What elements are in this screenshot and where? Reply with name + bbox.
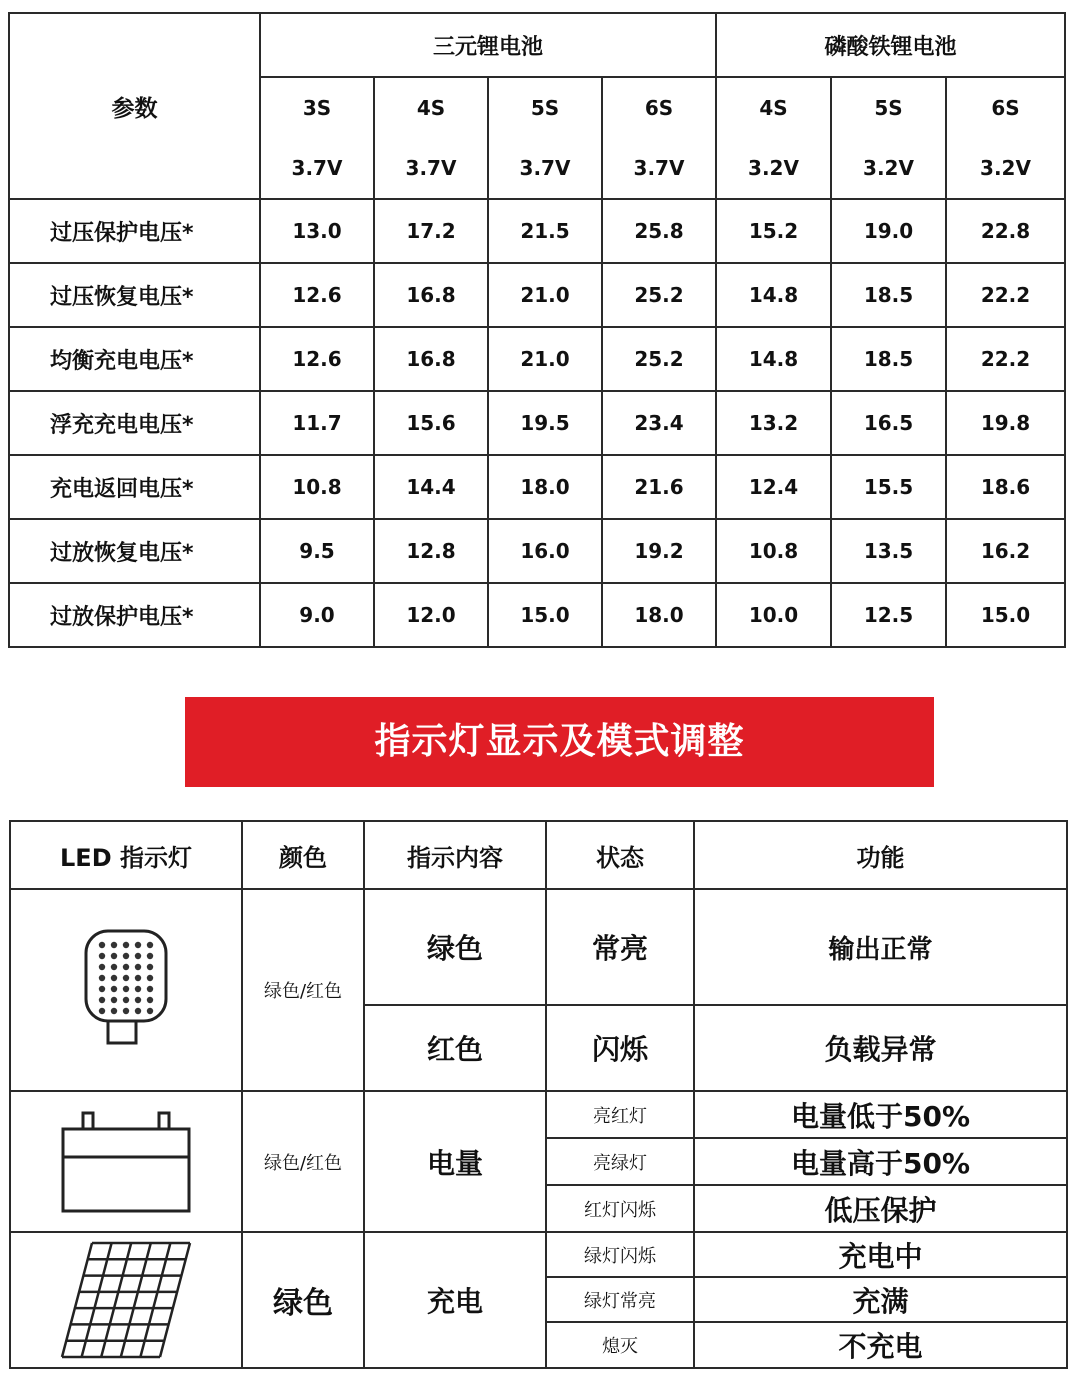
col-header: [716, 77, 831, 199]
param-value-cell: 14.8: [716, 327, 831, 391]
section-banner: 指示灯显示及模式调整: [185, 697, 934, 787]
param-value-cell: 16.0: [488, 519, 602, 583]
param-value-cell: 18.0: [602, 583, 716, 647]
param-value-cell: 15.0: [946, 583, 1065, 647]
param-value-cell: 12.0: [374, 583, 488, 647]
col-header: [260, 77, 374, 199]
solar-color: 绿色: [242, 1232, 364, 1368]
param-value-cell: 17.2: [374, 199, 488, 263]
cell-voltage: 3.2V: [748, 156, 799, 180]
col-header: [946, 77, 1065, 199]
param-value-cell: 16.5: [831, 391, 946, 455]
load-content-red: 红色: [364, 1005, 546, 1091]
battery-icon: [59, 1109, 193, 1215]
header-function: 功能: [694, 821, 1067, 889]
param-row: [9, 455, 1065, 519]
street-lamp-icon: [78, 925, 174, 1055]
col-header: [831, 77, 946, 199]
param-value-cell: 18.6: [946, 455, 1065, 519]
battery-state-red: 亮红灯: [546, 1091, 694, 1138]
cell-voltage: 3.7V: [291, 156, 343, 180]
group-header-ternary-lithium: 三元锂电池: [260, 13, 716, 77]
param-row: [9, 327, 1065, 391]
param-value-cell: 21.6: [602, 455, 716, 519]
param-value-cell: 15.6: [374, 391, 488, 455]
solar-icon-cell: [10, 1232, 242, 1368]
param-rows: [9, 199, 1065, 647]
cell-voltage: 3.2V: [863, 156, 914, 180]
param-row: [9, 263, 1065, 327]
voltage-parameter-table: [8, 12, 1066, 648]
load-icon-cell: [10, 889, 242, 1091]
param-value-cell: 13.2: [716, 391, 831, 455]
col-header: [488, 77, 602, 199]
battery-color: 绿色/红色: [242, 1091, 364, 1232]
param-value-cell: 22.8: [946, 199, 1065, 263]
solar-function-full: 充满: [694, 1277, 1067, 1322]
solar-state-flash: 绿灯闪烁: [546, 1232, 694, 1277]
battery-state-green: 亮绿灯: [546, 1138, 694, 1185]
param-value-cell: 12.6: [260, 327, 374, 391]
param-value-cell: 10.8: [716, 519, 831, 583]
battery-function-protect: 低压保护: [694, 1185, 1067, 1232]
solar-function-charging: 充电中: [694, 1232, 1067, 1277]
battery-state-red-flash: 红灯闪烁: [546, 1185, 694, 1232]
param-row-label: 过压恢复电压*: [9, 263, 260, 327]
param-value-cell: 9.0: [260, 583, 374, 647]
param-value-cell: 22.2: [946, 327, 1065, 391]
param-value-cell: 18.0: [488, 455, 602, 519]
param-header: 参数: [9, 13, 260, 199]
param-value-cell: 10.0: [716, 583, 831, 647]
cell-count: 6S: [644, 96, 674, 120]
param-value-cell: 12.8: [374, 519, 488, 583]
cell-voltage: 3.7V: [633, 156, 685, 180]
param-row-label: 过放保护电压*: [9, 583, 260, 647]
battery-content: 电量: [364, 1091, 546, 1232]
load-function-normal: 输出正常: [694, 889, 1067, 1005]
cell-count: 3S: [302, 96, 332, 120]
param-value-cell: 16.2: [946, 519, 1065, 583]
param-value-cell: 12.6: [260, 263, 374, 327]
header-led: LED 指示灯: [10, 821, 242, 889]
param-value-cell: 10.8: [260, 455, 374, 519]
param-value-cell: 13.5: [831, 519, 946, 583]
load-state-flash: 闪烁: [546, 1005, 694, 1091]
param-value-cell: 19.2: [602, 519, 716, 583]
battery-function-low: 电量低于50%: [694, 1091, 1067, 1138]
param-value-cell: 19.8: [946, 391, 1065, 455]
param-value-cell: 14.4: [374, 455, 488, 519]
param-value-cell: 13.0: [260, 199, 374, 263]
header-content: 指示内容: [364, 821, 546, 889]
param-row: [9, 519, 1065, 583]
load-state-on: 常亮: [546, 889, 694, 1005]
load-content-green: 绿色: [364, 889, 546, 1005]
param-value-cell: 11.7: [260, 391, 374, 455]
group-header-lifepo4: 磷酸铁锂电池: [716, 13, 1065, 77]
param-value-cell: 25.2: [602, 327, 716, 391]
cell-voltage: 3.7V: [519, 156, 571, 180]
param-value-cell: 25.8: [602, 199, 716, 263]
load-color: 绿色/红色: [242, 889, 364, 1091]
param-row: [9, 391, 1065, 455]
param-value-cell: 21.0: [488, 263, 602, 327]
param-row-label: 浮充充电电压*: [9, 391, 260, 455]
cell-count: 5S: [874, 96, 903, 120]
col-header: [602, 77, 716, 199]
col-header: [374, 77, 488, 199]
battery-icon-cell: [10, 1091, 242, 1232]
cell-voltage: 3.7V: [405, 156, 457, 180]
solar-state-off: 熄灭: [546, 1322, 694, 1368]
param-value-cell: 12.5: [831, 583, 946, 647]
param-value-cell: 19.5: [488, 391, 602, 455]
param-value-cell: 15.2: [716, 199, 831, 263]
param-row-label: 过压保护电压*: [9, 199, 260, 263]
param-value-cell: 12.4: [716, 455, 831, 519]
param-row-label: 过放恢复电压*: [9, 519, 260, 583]
cell-voltage: 3.2V: [980, 156, 1031, 180]
cell-count: 6S: [991, 96, 1020, 120]
solar-function-none: 不充电: [694, 1322, 1067, 1368]
solar-panel-icon: [56, 1237, 196, 1363]
param-row: [9, 583, 1065, 647]
battery-function-high: 电量高于50%: [694, 1138, 1067, 1185]
param-row-label: 充电返回电压*: [9, 455, 260, 519]
param-row: [9, 199, 1065, 263]
param-value-cell: 15.0: [488, 583, 602, 647]
param-value-cell: 18.5: [831, 327, 946, 391]
solar-content: 充电: [364, 1232, 546, 1368]
header-state: 状态: [546, 821, 694, 889]
solar-state-steady: 绿灯常亮: [546, 1277, 694, 1322]
param-value-cell: 16.8: [374, 327, 488, 391]
param-value-cell: 16.8: [374, 263, 488, 327]
param-value-cell: 25.2: [602, 263, 716, 327]
param-value-cell: 15.5: [831, 455, 946, 519]
param-value-cell: 22.2: [946, 263, 1065, 327]
param-value-cell: 14.8: [716, 263, 831, 327]
param-value-cell: 19.0: [831, 199, 946, 263]
param-value-cell: 18.5: [831, 263, 946, 327]
param-value-cell: 21.0: [488, 327, 602, 391]
cell-count: 4S: [759, 96, 788, 120]
param-row-label: 均衡充电电压*: [9, 327, 260, 391]
param-value-cell: 9.5: [260, 519, 374, 583]
led-indicator-table: [9, 820, 1068, 1369]
header-color: 颜色: [242, 821, 364, 889]
load-function-abnormal: 负载异常: [694, 1005, 1067, 1091]
param-value-cell: 23.4: [602, 391, 716, 455]
cell-count: 5S: [530, 96, 560, 120]
cell-count: 4S: [416, 96, 446, 120]
param-value-cell: 21.5: [488, 199, 602, 263]
